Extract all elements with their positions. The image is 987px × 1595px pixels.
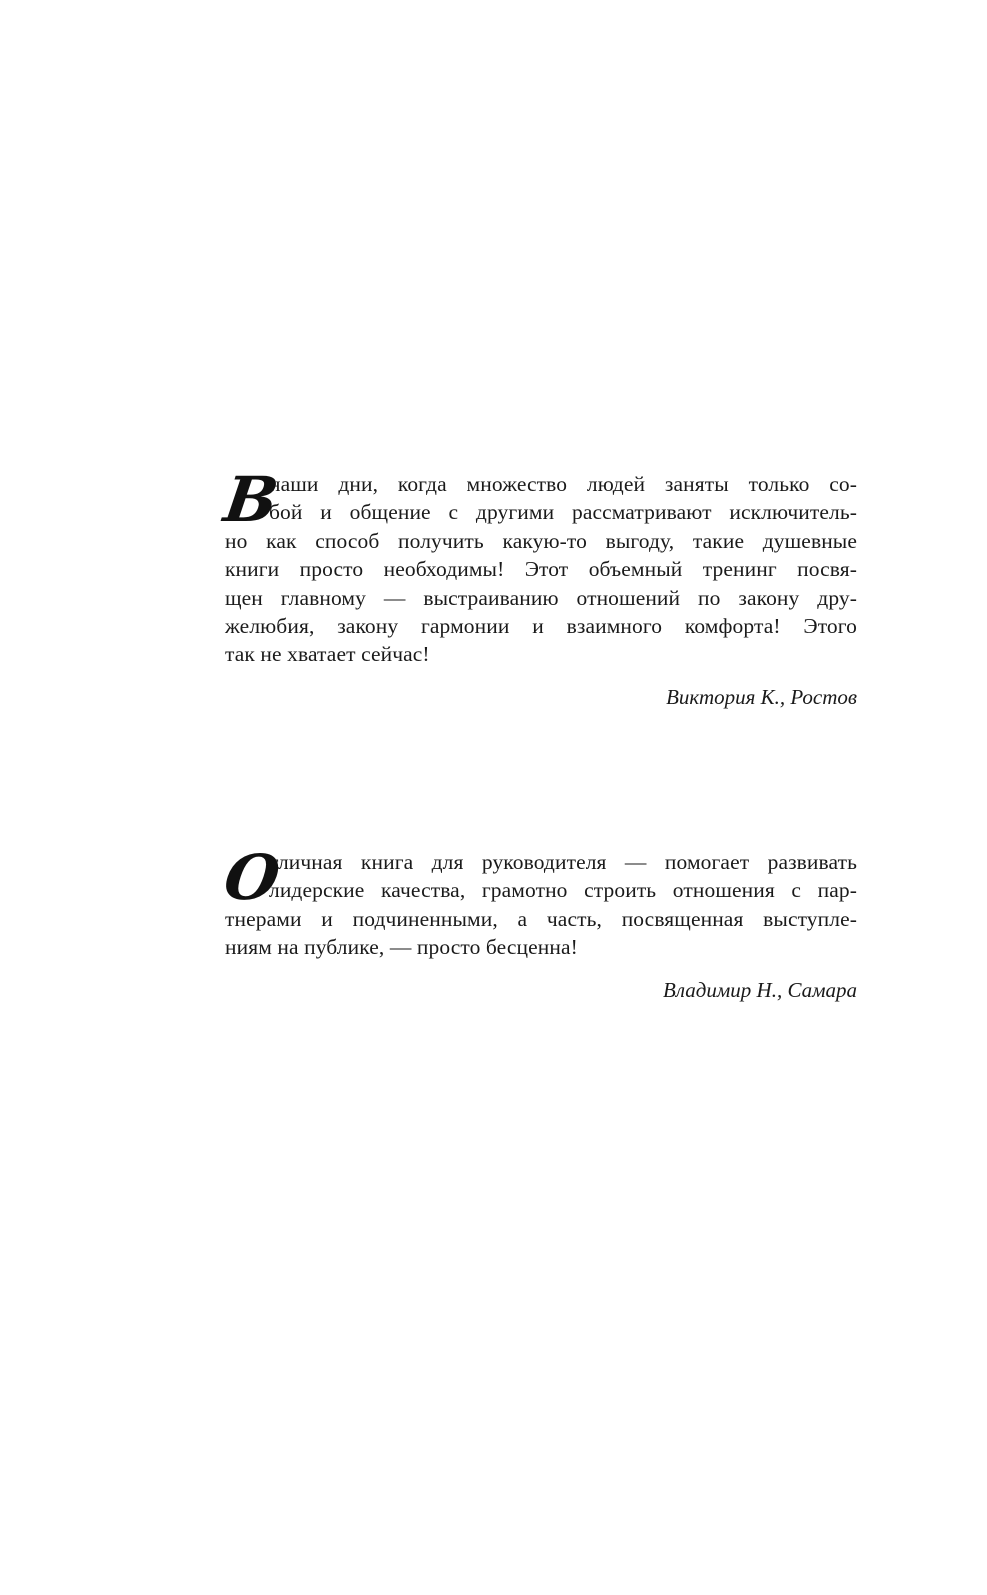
review-author: Виктория К., Ростов bbox=[666, 684, 857, 709]
review-line: но как способ получить какую-то выгоду, такие душевные bbox=[225, 528, 857, 553]
review-quote-2 bbox=[219, 841, 857, 1004]
drop-cap: В bbox=[219, 463, 283, 536]
review-quote-1 bbox=[219, 463, 857, 711]
review-line: лидерские качества, грамотно строить отношения с пар- bbox=[269, 878, 857, 903]
drop-cap: О bbox=[219, 841, 285, 914]
review-line: желюбия, закону гармонии и взаимного комфорта! Этого bbox=[225, 613, 857, 638]
review-line: бой и общение с другими рассматривают исключитель- bbox=[269, 500, 857, 525]
review-line: ниям на публике, — просто бесценна! bbox=[225, 935, 578, 960]
review-line: наши дни, когда множество людей заняты только со- bbox=[269, 472, 857, 496]
review-line: так не хватает сейчас! bbox=[225, 642, 430, 667]
review-author: Владимир Н., Самара bbox=[663, 977, 857, 1002]
review-line: тнерами и подчиненными, а часть, посвященная выступле- bbox=[225, 906, 857, 931]
review-line: тличная книга для руководителя — помогает развивать bbox=[269, 850, 857, 874]
review-line: книги просто необходимы! Этот объемный тренинг посвя- bbox=[225, 557, 857, 582]
review-line: щен главному — выстраиванию отношений по закону дру- bbox=[225, 585, 857, 610]
